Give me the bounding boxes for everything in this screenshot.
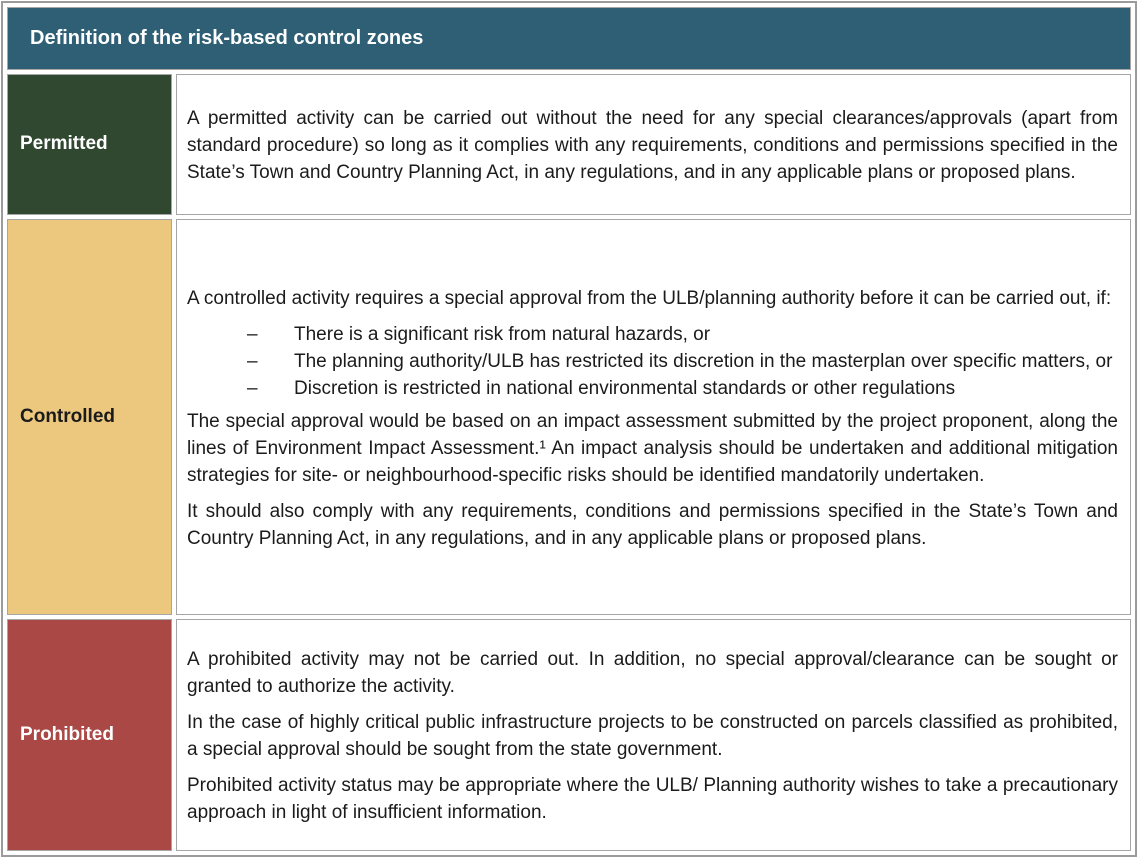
controlled-paragraph: It should also comply with any requirements, conditions and permissions specified in the State’s Town and Country Planning Act, in any regulations, and in any applicable plans or proposed plans. [187, 500, 1118, 549]
table-row-prohibited [7, 619, 1131, 851]
permitted-paragraph: A permitted activity can be carried out without the need for any special clearances/approvals (apart from standard procedure) so long as it complies with any requirements, conditions and permissions specified in the State’s Town and Country Planning Act, in any regulations, and in any applicable plans or proposed plans. [187, 108, 1118, 184]
table-row-permitted [7, 74, 1131, 215]
prohibited-label: Prohibited [7, 619, 172, 851]
bullet-text: Discretion is restricted in national environmental standards or other regulations [294, 377, 956, 399]
bullet-text: The planning authority/ULB has restricted its discretion in the masterplan over specific matters, or [294, 350, 1113, 372]
prohibited-paragraph: A prohibited activity may not be carried out. In addition, no special approval/clearance can be sought or granted to authorize the activity. [187, 649, 1118, 698]
dash-bullet-marker: – [247, 377, 258, 399]
dash-bullet-marker: – [247, 350, 258, 372]
control-zones-definition-table [3, 3, 1135, 855]
controlled-bullet-list [187, 321, 1118, 402]
controlled-label: Controlled [7, 219, 172, 615]
list-item [187, 348, 1118, 375]
risk-zones-table [1, 1, 1137, 857]
table-title: Definition of the risk-based control zones [7, 7, 1131, 70]
list-item [187, 375, 1118, 402]
permitted-label: Permitted [7, 74, 172, 215]
table-row-controlled [7, 219, 1131, 615]
controlled-intro-paragraph: A controlled activity requires a special approval from the ULB/planning authority before it can be carried out, if: [187, 287, 1112, 309]
dash-bullet-marker: – [247, 323, 258, 345]
list-item [187, 321, 1118, 348]
prohibited-paragraph: Prohibited activity status may be appropriate where the ULB/ Planning authority wishes to take a precautionary approach in light of insufficient information. [187, 775, 1118, 824]
controlled-definition-cell [176, 219, 1131, 615]
prohibited-definition-cell [176, 619, 1131, 851]
bullet-text: There is a significant risk from natural hazards, or [294, 323, 711, 345]
prohibited-paragraph: In the case of highly critical public infrastructure projects to be constructed on parcels classified as prohibited, a special approval should be sought from the state government. [187, 712, 1118, 761]
permitted-definition-cell [176, 74, 1131, 215]
controlled-paragraph: The special approval would be based on an impact assessment submitted by the project proponent, along the lines of Environment Impact Assessment.¹ An impact analysis should be undertaken and additional mitigation strategies for site- or neighbourhood-specific risks should be identified mandatorily undertaken. [187, 410, 1118, 486]
table-header-row [7, 7, 1131, 70]
